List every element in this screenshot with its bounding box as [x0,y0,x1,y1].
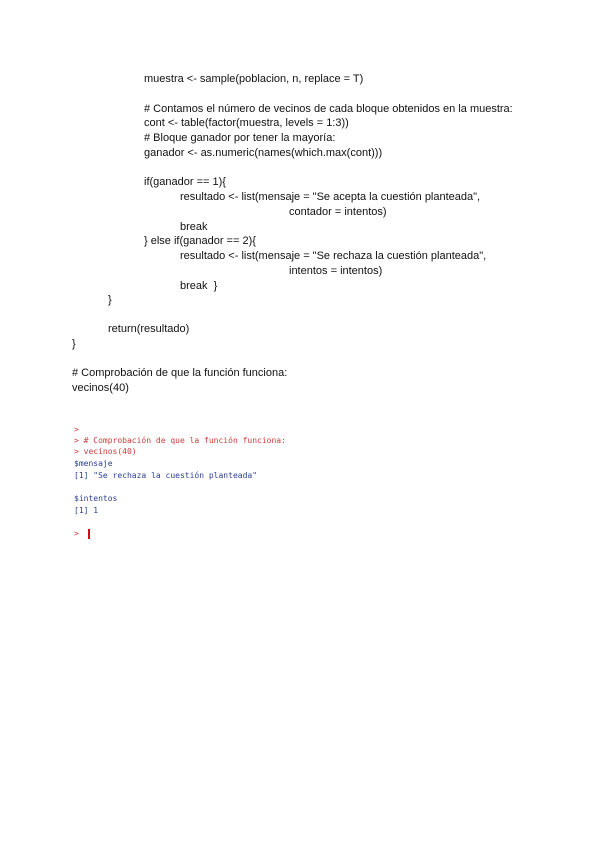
code-line: } else if(ganador == 2){ [144,235,256,247]
code-comment: # Bloque ganador por tener la mayoría: [144,132,336,144]
code-line: vecinos(40) [72,382,129,394]
console-output: [1] 1 [74,506,99,515]
console-prompt[interactable]: > [74,529,79,538]
r-console-screenshot [74,424,374,554]
code-line: intentos = intentos) [289,265,383,277]
console-prompt: > [74,425,79,434]
console-input: > vecinos(40) [74,447,137,456]
code-comment: # Contamos el número de vecinos de cada bloque obtenidos en la muestra: [144,103,513,115]
console-input: > # Comprobación de que la función funciona: [74,436,286,445]
code-line: muestra <- sample(poblacion, n, replace = T) [144,73,364,85]
code-line: resultado <- list(mensaje = "Se acepta la cuestión planteada", [180,191,481,203]
code-comment: # Comprobación de que la función funciona: [72,367,288,379]
code-line: resultado <- list(mensaje = "Se rechaza la cuestión planteada", [180,250,487,262]
console-output: [1] "Se rechaza la cuestión planteada" [74,471,258,480]
code-line: cont <- table(factor(muestra, levels = 1:3)) [144,117,349,129]
code-line: } [72,338,76,350]
code-line: break [180,221,208,233]
text-cursor [88,529,90,539]
console-output: $intentos [74,494,118,503]
code-line: return(resultado) [108,323,190,335]
console-output: $mensaje [74,459,113,468]
code-line: ganador <- as.numeric(names(which.max(cont))) [144,147,383,159]
code-line: } [108,294,112,306]
code-line: contador = intentos) [289,206,387,218]
code-line: break } [180,280,218,292]
code-line: if(ganador == 1){ [144,176,226,188]
